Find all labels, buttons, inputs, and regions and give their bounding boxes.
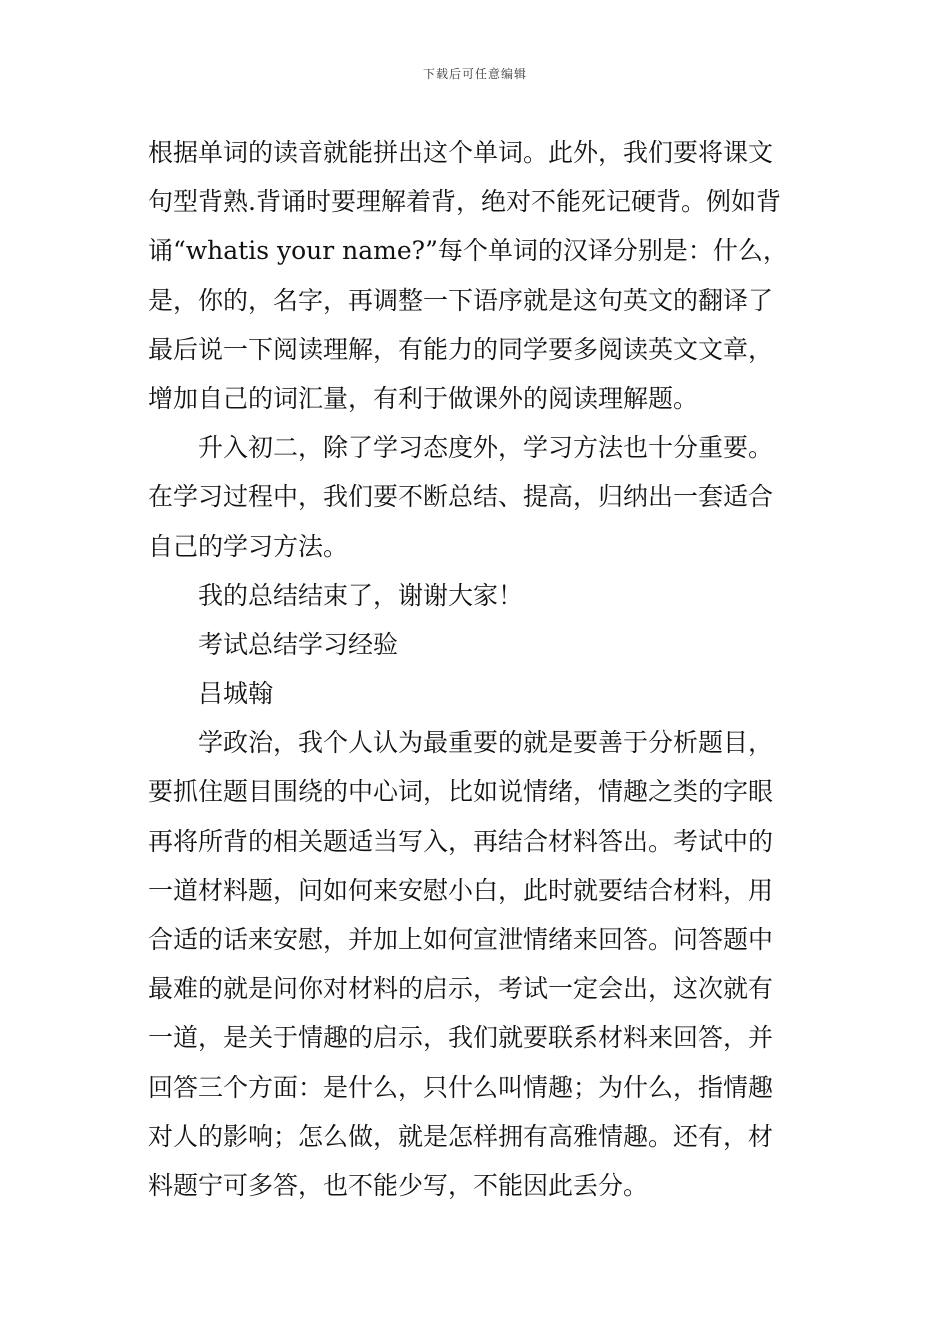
text-line: 对人的影响；怎么做，就是怎样拥有高雅情趣。还有，材 [148, 1121, 774, 1151]
text-line: 一道，是关于情趣的启示，我们就要联系材料来回答，并 [148, 1023, 774, 1053]
page-header-note: 下载后可任意编辑 [422, 67, 527, 81]
text-line: 再将所背的相关题适当写入，再结合材料答出。考试中的 [148, 826, 774, 856]
text-line: 最后说一下阅读理解，有能力的同学要多阅读英文文章， [148, 334, 774, 364]
paragraph-start-line: 升入初二，除了学习态度外，学习方法也十分重要。 [198, 433, 774, 463]
text-line: 根据单词的读音就能拼出这个单词。此外，我们要将课文 [148, 138, 774, 167]
text-line: 是，你的，名字，再调整一下语序就是这句英文的翻译了 [148, 285, 774, 315]
text-line: 一道材料题，问如何来安慰小白，此时就要结合材料，用 [148, 875, 774, 905]
text-line: 句型背熟.背诵时要理解着背，绝对不能死记硬背。例如背 [148, 187, 781, 217]
text-line: 诵“whatis your name?”每个单词的汉译分别是：什么， [148, 236, 788, 266]
text-line: 最难的就是问你对材料的启示，考试一定会出，这次就有 [148, 974, 774, 1004]
document-body [148, 128, 808, 1210]
text-line: 在学习过程中，我们要不断总结、提高，归纳出一套适合 [148, 482, 774, 512]
text-line: 要抓住题目围绕的中心词，比如说情绪，情趣之类的字眼 [148, 777, 774, 807]
text-line: 料题宁可多答，也不能少写，不能因此丢分。 [148, 1170, 649, 1200]
author-name: 吕城翰 [198, 679, 274, 709]
text-line: 回答三个方面：是什么，只什么叫情趣；为什么，指情趣 [148, 1072, 774, 1102]
text-line: 增加自己的词汇量，有利于做课外的阅读理解题。 [148, 383, 699, 413]
text-line: 自己的学习方法。 [148, 531, 349, 561]
section-title: 考试总结学习经验 [198, 629, 399, 659]
text-line: 合适的话来安慰，并加上如何宣泄情绪来回答。问答题中 [148, 925, 774, 954]
paragraph-start-line: 学政治，我个人认为最重要的就是要善于分析题目， [198, 728, 774, 758]
closing-line: 我的总结结束了，谢谢大家！ [198, 580, 524, 610]
